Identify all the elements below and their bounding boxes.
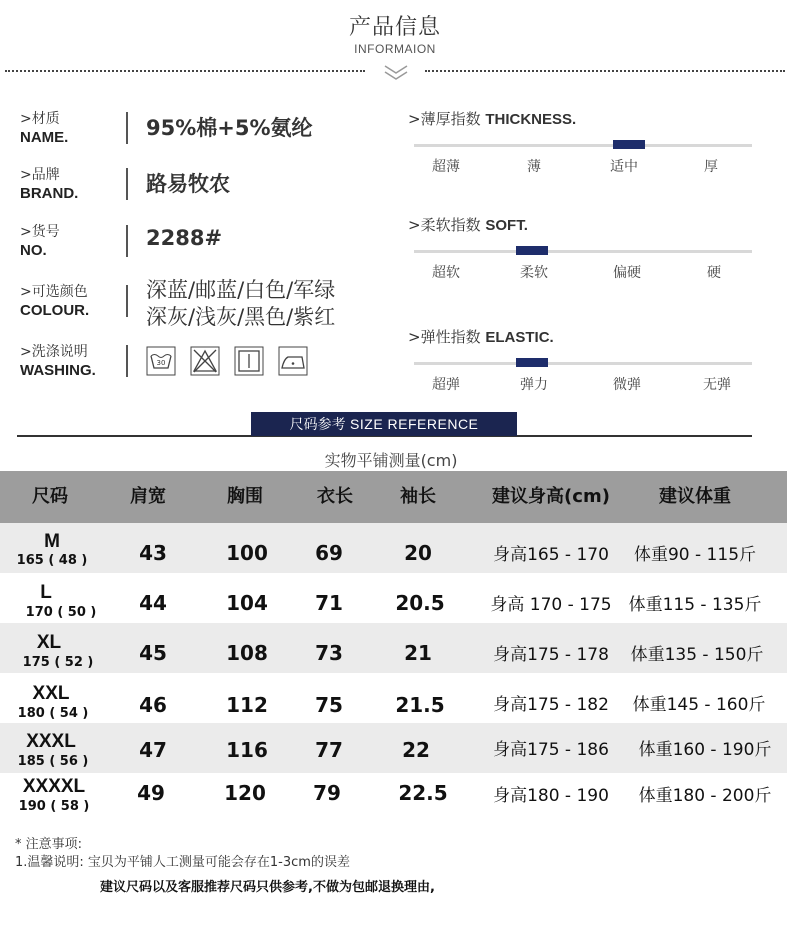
row-weight: 体重135 - 150斤 xyxy=(630,645,764,665)
brand-label-en: BRAND. xyxy=(20,185,79,202)
washing-label-cn: >洗涤说明 xyxy=(20,344,88,360)
item-no-value: 2288# xyxy=(146,226,223,250)
row-size: XL xyxy=(36,632,62,653)
soft-label-3: 硬 xyxy=(707,265,721,281)
material-label-cn: >材质 xyxy=(20,111,60,127)
soft-meter xyxy=(408,214,758,284)
row-size-sub: 180 ( 54 ) xyxy=(17,706,89,721)
row-chest: 120 xyxy=(224,781,266,805)
table-row xyxy=(0,773,787,823)
washing-icons xyxy=(146,346,308,376)
row-length: 75 xyxy=(315,693,343,717)
row-shoulder: 47 xyxy=(139,738,167,762)
page-title: 产品信息 xyxy=(348,15,441,40)
row-size: XXL xyxy=(32,683,70,704)
elastic-meter xyxy=(408,326,758,396)
item-no-label-cn: >货号 xyxy=(20,224,60,240)
row-weight: 体重180 - 200斤 xyxy=(638,786,772,806)
page-subtitle: INFORMAION xyxy=(354,42,436,56)
material-label-en: NAME. xyxy=(20,129,69,146)
row-size-sub: 175 ( 52 ) xyxy=(22,655,94,670)
row-size: XXXXL xyxy=(22,776,86,797)
soft-track xyxy=(414,250,752,253)
brand-value: 路易牧农 xyxy=(146,172,230,196)
header-sleeve: 袖长 xyxy=(400,486,436,507)
soft-label-2: 偏硬 xyxy=(613,265,641,281)
size-reference-cn: 尺码参考 xyxy=(289,417,346,433)
row-chest: 100 xyxy=(226,541,268,565)
item-no-label-en: NO. xyxy=(20,242,47,259)
info-material xyxy=(20,110,380,150)
notes-title: * 注意事项: xyxy=(15,837,83,852)
divider-bar xyxy=(126,112,128,144)
tumble-dry-icon xyxy=(234,346,264,376)
elastic-label-2: 微弹 xyxy=(613,377,641,393)
info-colour xyxy=(20,278,380,333)
thickness-meter xyxy=(408,108,758,178)
elastic-label-0: 超弹 xyxy=(432,377,460,393)
row-height: 身高180 - 190 xyxy=(493,786,609,806)
washing-label-en: WASHING. xyxy=(20,362,96,379)
row-size: M xyxy=(44,531,60,552)
row-sleeve: 22 xyxy=(402,738,430,762)
table-row xyxy=(0,673,787,723)
colour-value-line2: 深灰/浅灰/黑色/紫红 xyxy=(146,305,336,329)
soft-marker xyxy=(516,246,548,255)
measure-note: 实物平铺测量(cm) xyxy=(324,451,458,470)
elastic-track xyxy=(414,362,752,365)
divider-left xyxy=(5,70,365,72)
divider-bar xyxy=(126,168,128,200)
row-size: XXXL xyxy=(26,731,76,752)
row-size: L xyxy=(40,582,52,603)
row-height: 身高175 - 182 xyxy=(493,695,609,715)
row-length: 79 xyxy=(313,781,341,805)
header-length: 衣长 xyxy=(317,486,353,507)
material-value: 95%棉+5%氨纶 xyxy=(146,116,313,140)
row-chest: 112 xyxy=(226,693,268,717)
row-height: 身高175 - 186 xyxy=(493,740,609,760)
elastic-label-3: 无弹 xyxy=(703,377,731,393)
thickness-title xyxy=(408,108,758,129)
header-height: 建议身高(cm) xyxy=(492,486,610,507)
row-length: 69 xyxy=(315,541,343,565)
row-weight: 体重115 - 135斤 xyxy=(628,595,762,615)
size-table-header xyxy=(0,471,787,523)
soft-title-cn: >柔软指数 xyxy=(408,216,481,234)
elastic-title-cn: >弹性指数 xyxy=(408,328,481,346)
row-shoulder: 43 xyxy=(139,541,167,565)
row-height: 身高165 - 170 xyxy=(493,545,609,565)
colour-label-en: COLOUR. xyxy=(20,302,90,319)
row-weight: 体重160 - 190斤 xyxy=(638,740,772,760)
row-shoulder: 44 xyxy=(139,591,167,615)
size-reference-banner xyxy=(251,412,517,436)
row-height: 身高 170 - 175 xyxy=(490,595,612,615)
thickness-label-0: 超薄 xyxy=(432,159,460,175)
row-weight: 体重145 - 160斤 xyxy=(632,695,766,715)
row-shoulder: 46 xyxy=(139,693,167,717)
thickness-marker xyxy=(613,140,645,149)
header-chest: 胸围 xyxy=(227,486,263,507)
wash-temp-label: 30 xyxy=(156,359,166,367)
thickness-title-en: THICKNESS. xyxy=(485,111,577,128)
divider-bar xyxy=(126,225,128,257)
do-not-bleach-icon xyxy=(190,346,220,376)
elastic-label-1: 弹力 xyxy=(520,377,548,393)
divider-bar xyxy=(126,285,128,317)
row-size-sub: 170 ( 50 ) xyxy=(25,605,97,620)
soft-title xyxy=(408,214,758,235)
row-sleeve: 20 xyxy=(404,541,432,565)
wash-30-icon xyxy=(146,346,176,376)
soft-title-en: SOFT. xyxy=(485,217,528,234)
colour-label-cn: >可选颜色 xyxy=(20,284,88,300)
size-reference-en: SIZE REFERENCE xyxy=(350,416,479,432)
row-size-sub: 185 ( 56 ) xyxy=(17,754,89,769)
table-row xyxy=(0,623,787,673)
soft-label-1: 柔软 xyxy=(520,265,548,281)
brand-label-cn: >品牌 xyxy=(20,167,60,183)
thickness-label-1: 薄 xyxy=(527,159,541,175)
header-size: 尺码 xyxy=(32,486,68,507)
table-row xyxy=(0,573,787,623)
thickness-label-2: 适中 xyxy=(610,159,638,175)
row-length: 73 xyxy=(315,641,343,665)
divider-right xyxy=(425,70,785,72)
chevron-down-icon xyxy=(383,62,409,82)
table-row xyxy=(0,723,787,773)
colour-value-line1: 深蓝/邮蓝/白色/军绿 xyxy=(146,278,336,302)
row-length: 71 xyxy=(315,591,343,615)
notes-line2: 建议尺码以及客服推荐尺码只供参考,不做为包邮退换理由, xyxy=(100,880,435,895)
info-brand xyxy=(20,166,380,206)
info-washing xyxy=(20,343,380,385)
info-item-no xyxy=(20,223,380,263)
row-length: 77 xyxy=(315,738,343,762)
thickness-label-3: 厚 xyxy=(704,159,718,175)
divider-bar xyxy=(126,345,128,377)
elastic-title-en: ELASTIC. xyxy=(485,329,554,346)
row-sleeve: 22.5 xyxy=(398,781,448,805)
elastic-title xyxy=(408,326,758,347)
row-height: 身高175 - 178 xyxy=(493,645,609,665)
row-weight: 体重90 - 115斤 xyxy=(633,545,757,565)
notes-line1: 1.温馨说明: 宝贝为平铺人工测量可能会存在1-3cm的误差 xyxy=(15,855,350,870)
table-row xyxy=(0,523,787,573)
row-sleeve: 20.5 xyxy=(395,591,445,615)
row-shoulder: 49 xyxy=(137,781,165,805)
header-weight: 建议体重 xyxy=(659,486,731,507)
row-shoulder: 45 xyxy=(139,641,167,665)
row-chest: 108 xyxy=(226,641,268,665)
row-sleeve: 21 xyxy=(404,641,432,665)
iron-low-icon xyxy=(278,346,308,376)
row-size-sub: 190 ( 58 ) xyxy=(18,799,90,814)
row-chest: 104 xyxy=(226,591,268,615)
thickness-track xyxy=(414,144,752,147)
header-shoulder: 肩宽 xyxy=(130,486,166,507)
row-size-sub: 165 ( 48 ) xyxy=(16,553,88,568)
elastic-marker xyxy=(516,358,548,367)
thickness-title-cn: >薄厚指数 xyxy=(408,110,481,128)
soft-label-0: 超软 xyxy=(432,265,460,281)
row-sleeve: 21.5 xyxy=(395,693,445,717)
row-chest: 116 xyxy=(226,738,268,762)
